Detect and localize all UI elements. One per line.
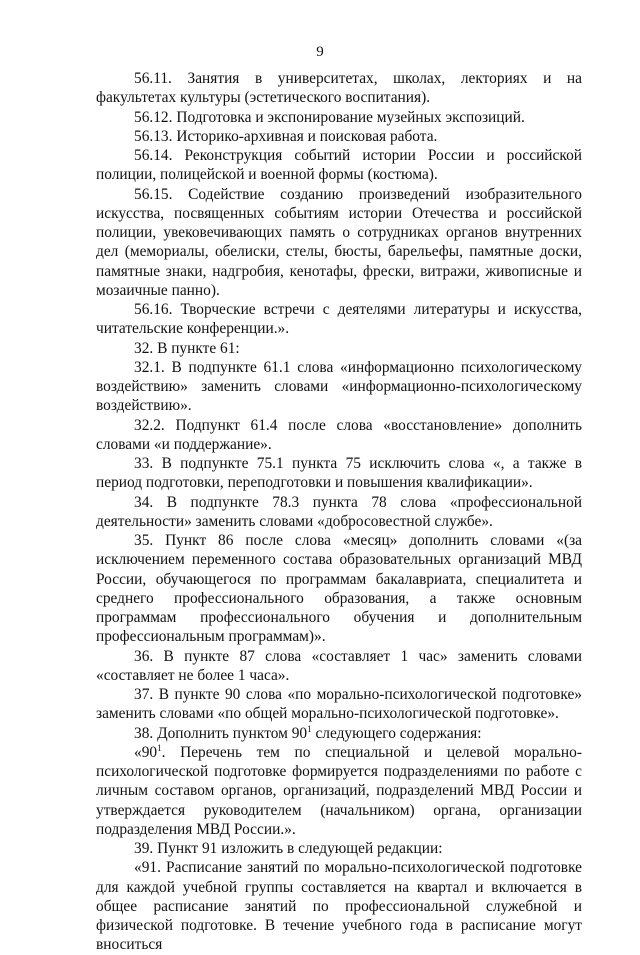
paragraph-36: 36. В пункте 87 слова «составляет 1 час» заменить словами «составляет не более 1 часа». — [96, 647, 582, 684]
paragraph-37: 37. В пункте 90 слова «по морально-психологической подготовке» заменить словами «по общей морально-психологической подготовке». — [96, 686, 582, 723]
paragraph-90-1-text-end: . Перечень тем по специальной и целевой морально-психологической подготовке формируется подразделениями по работе с личным составом органов, организаций, подразделений МВД России и утверждается руководителем (начальником) органа, организации подразделения МВД России.». — [96, 743, 582, 838]
paragraph-56-13: 56.13. Историко-архивная и поисковая работа. — [134, 127, 438, 145]
paragraph-33: 33. В подпункте 75.1 пункта 75 исключить слова «, а также в период подготовки, переподготовки и повышения квалификации». — [96, 455, 582, 492]
paragraph-90-1 — [96, 743, 582, 839]
superscript-index: 1 — [157, 742, 162, 753]
document-body — [96, 69, 582, 955]
paragraph-91: «91. Расписание занятий по морально-психологической подготовке для каждой учебной группы составляется на квартал и включается в общее расписание занятий по профессиональной служебной и физической подготовке. В течение учебного года в расписание могут вноситься — [96, 859, 582, 954]
paragraph-39: 39. Пункт 91 изложить в следующей редакции: — [134, 840, 443, 857]
paragraph-38 — [96, 724, 582, 743]
paragraph-34: 34. В подпункте 78.3 пункта 78 слова «профессиональной деятельности» заменить словами «добросовестной службе». — [96, 493, 582, 530]
paragraph-56-16: 56.16. Творческие встречи с деятелями литературы и искусства, читательские конференции.». — [96, 301, 582, 338]
paragraph-32: 32. В пункте 61: — [134, 339, 240, 357]
paragraph-90-1-text: «90 — [134, 743, 158, 761]
paragraph-38-text: 38. Дополнить пунктом 90 — [134, 724, 308, 742]
page-number: 9 — [316, 44, 324, 60]
paragraph-32-1: 32.1. В подпункте 61.1 слова «информационно психологическому воздействию» заменить словами «информационно-психологическому воздействию». — [96, 358, 582, 415]
paragraph-56-12: 56.12. Подготовка и экспонирование музейных экспозиций. — [134, 108, 525, 126]
paragraph-32-2: 32.2. Подпункт 61.4 после слова «восстановление» дополнить словами «и поддержание». — [96, 416, 582, 453]
paragraph-56-14: 56.14. Реконструкция событий истории России и российской полиции, полицейской и военной формы (костюма). — [96, 147, 582, 184]
paragraph-56-15: 56.15. Содействие созданию произведений изобразительного искусства, посвященных событиям истории Отечества и российской полиции, увековечивающих память о сотрудниках органов внутренних дел (мемориалы, обелиски, стелы, бюсты, барельефы, памятные доски, памятные знаки, надгробия, кенотафы, фрески, витражи, живописные и мозаичные панно). — [96, 185, 582, 299]
paragraph-56-11: 56.11. Занятия в университетах, школах, лекториях и на факультетах культуры (эстетического воспитания). — [96, 70, 582, 107]
paragraph-35: 35. Пункт 86 после слова «месяц» дополнить словами «(за исключением переменного состава образовательных организаций МВД России, обучающегося по программам бакалавриата, специалитета и среднего профессионального образования, а также основным программам профессионального обучения и дополнительным профессиональным программам)». — [96, 532, 582, 646]
paragraph-38-text-end: следующего содержания: — [311, 724, 482, 742]
superscript-index: 1 — [307, 723, 312, 734]
